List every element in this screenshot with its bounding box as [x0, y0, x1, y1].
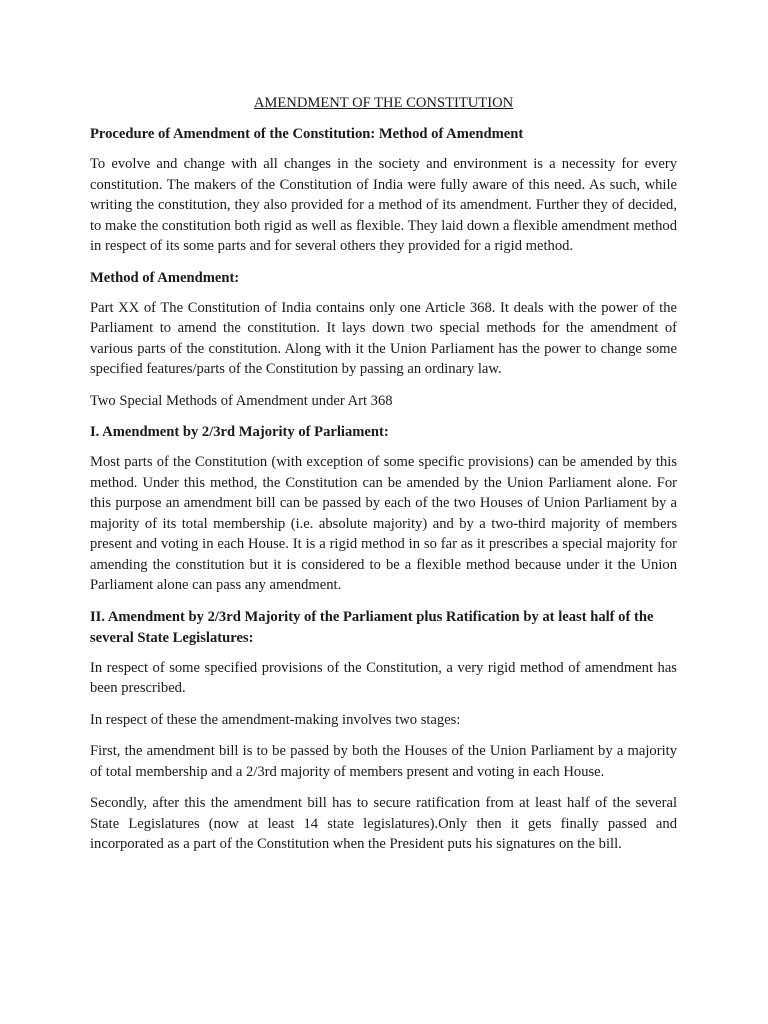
paragraph-method-one: Most parts of the Constitution (with exception of some specific provisions) can be amended by this method. Under this method, the Constitution can be amended by the Union Parliament alone. For this purpose an amendment bill can be passed by each of the two Houses of Union Parliament by a majority of its total membership (i.e. absolute majority) and by a two-third majority of members present and voting in each House. It is a rigid method in so far as it prescribes a special majority for amending the constitution but it is considered to be a flexible method because under it the Union Parliament alone can pass any amendment.	[90, 454, 677, 593]
heading-procedure: Procedure of Amendment of the Constitution: Method of Amendment	[90, 126, 524, 142]
paragraph-part-xx: Part XX of The Constitution of India contains only one Article 368. It deals with the power of the Parliament to amend the constitution. It lays down two special methods for the amendment of various parts of the constitution. Along with it the Union Parliament has the power to change some specified features/parts of the Constitution by passing an ordinary law.	[90, 299, 677, 377]
heading-method-one: I. Amendment by 2/3rd Majority of Parliament:	[90, 424, 389, 440]
document-title: AMENDMENT OF THE CONSTITUTION	[253, 95, 514, 111]
document-page	[90, 94, 677, 866]
subtitle-two-methods: Two Special Methods of Amendment under Art 368	[90, 392, 393, 409]
paragraph-method-two-intro: In respect of some specified provisions of the Constitution, a very rigid method of amendment has been prescribed.	[90, 659, 677, 696]
paragraph-second-stage: Secondly, after this the amendment bill has to secure ratification from at least half of the several State Legislatures (now at least 14 state legislatures).Only then it gets finally passed and incorporated as a part of the Constitution when the President puts his signatures on the bill.	[90, 795, 677, 852]
paragraph-two-stages: In respect of these the amendment-making involves two stages:	[90, 711, 461, 728]
heading-method-two: II. Amendment by 2/3rd Majority of the Parliament plus Ratification by at least half of the several State Legislatures:	[90, 608, 654, 646]
heading-method: Method of Amendment:	[90, 269, 240, 286]
paragraph-intro: To evolve and change with all changes in the society and environment is a necessity for every constitution. The makers of the Constitution of India were fully aware of this need. As such, while writing the constitution, they also provided for a method of its amendment. Further they of decided, to make the constitution both rigid as well as flexible. They laid down a flexible amendment method in respect of its some parts and for several others they provided for a rigid method.	[90, 156, 677, 254]
paragraph-first-stage: First, the amendment bill is to be passed by both the Houses of the Union Parliament by a majority of total membership and a 2/3rd majority of members present and voting in each House.	[90, 743, 677, 780]
